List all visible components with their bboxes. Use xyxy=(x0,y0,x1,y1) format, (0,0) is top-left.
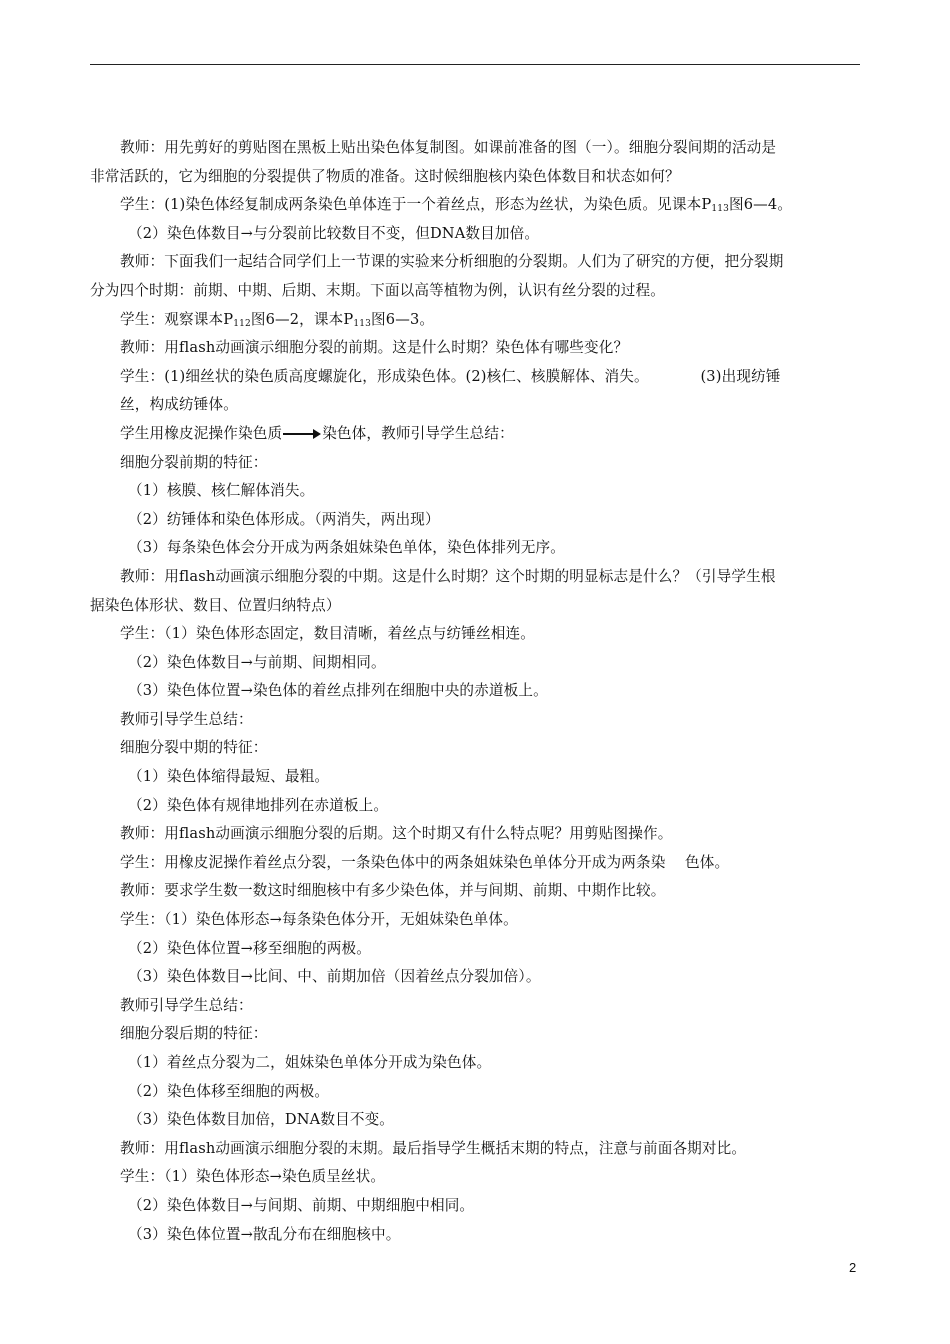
paragraph-line: 细胞分裂中期的特征： xyxy=(120,739,268,757)
paragraph-line: （2）染色体数目→与间期、前期、中期细胞中相同。 xyxy=(128,1196,475,1214)
paragraph-line: 细胞分裂前期的特征： xyxy=(120,453,268,471)
paragraph-line: 学生：（1）染色体形态→每条染色体分开，无姐妹染色单体。 xyxy=(120,911,518,929)
paragraph-line: 教师引导学生总结： xyxy=(120,710,253,728)
paragraph-line: 丝，构成纺锤体。 xyxy=(120,396,238,414)
paragraph-line: 教师：要求学生数一数这时细胞核中有多少染色体，并与间期、前期、中期作比较。 xyxy=(120,882,666,900)
text-run: 学生：观察课本P xyxy=(120,310,234,328)
paragraph-line: 学生：用橡皮泥操作着丝点分裂，一条染色体中的两条姐妹染色单体分开成为两条染 色体。 xyxy=(120,853,730,871)
paragraph-line: （2）染色体数目→与前期、间期相同。 xyxy=(128,653,386,671)
paragraph-line: 学生：(1)细丝状的染色质高度螺旋化，形成染色体。(2)核仁、核膜解体、消失。 (3)出现纺锤 xyxy=(120,367,781,385)
paragraph-line: （3）染色体数目→比间、中、前期加倍（因着丝点分裂加倍）。 xyxy=(128,968,541,986)
text-run: 染色体，教师引导学生总结： xyxy=(322,424,514,442)
paragraph-line: （3）染色体位置→染色体的着丝点排列在细胞中央的赤道板上。 xyxy=(128,682,548,700)
paragraph-line: （1）核膜、核仁解体消失。 xyxy=(128,482,315,500)
subscript: 113 xyxy=(353,318,372,329)
paragraph-line: 教师：用先剪好的剪贴图在黑板上贴出染色体复制图。如课前准备的图（一）。细胞分裂间期的活动是 xyxy=(120,139,777,156)
text-run: 图6—2，课本P xyxy=(250,310,354,328)
paragraph-line: 分为四个时期：前期、中期、后期、末期。下面以高等植物为例，认识有丝分裂的过程。 xyxy=(90,281,666,299)
text-run: 学生用橡皮泥操作染色质 xyxy=(120,424,283,442)
paragraph-line: （1）染色体缩得最短、最粗。 xyxy=(128,768,330,786)
paragraph-line: （2）染色体位置→移至细胞的两极。 xyxy=(128,939,371,957)
paragraph-line xyxy=(90,420,862,449)
arrow-icon xyxy=(283,429,321,439)
paragraph-line: 学生：（1）染色体形态固定，数目清晰，着丝点与纺锤丝相连。 xyxy=(120,625,535,643)
paragraph-line: （3）每条染色体会分开成为两条姐妹染色单体，染色体排列无序。 xyxy=(128,539,566,557)
paragraph-line: （2）纺锤体和染色体形成。（两消失，两出现） xyxy=(128,510,440,528)
paragraph-line: 教师：用flash动画演示细胞分裂的末期。最后指导学生概括末期的特点，注意与前面各期对比。 xyxy=(120,1139,747,1157)
paragraph-line: 教师引导学生总结： xyxy=(120,996,253,1014)
paragraph-line: （2）染色体数目→与分裂前比较数目不变，但DNA数目加倍。 xyxy=(128,224,540,242)
paragraph-line: 教师：用flash动画演示细胞分裂的中期。这是什么时期？这个时期的明显标志是什么？（引导学生根 xyxy=(120,567,776,585)
paragraph-line: 教师：用flash动画演示细胞分裂的后期。这个时期又有什么特点呢？用剪贴图操作。 xyxy=(120,825,673,843)
page-number: 2 xyxy=(849,1260,857,1275)
paragraph-line: （3）染色体位置→散乱分布在细胞核中。 xyxy=(128,1225,401,1243)
text-run: 图6—4。 xyxy=(729,196,793,214)
paragraph-line: 据染色体形状、数目、位置归纳特点） xyxy=(90,596,341,614)
subscript: 113 xyxy=(711,204,729,215)
paragraph-line: 教师：用flash动画演示细胞分裂的前期。这是什么时期？染色体有哪些变化？ xyxy=(120,339,629,357)
paragraph-line: 学生：（1）染色体形态→染色质呈丝状。 xyxy=(120,1168,386,1186)
paragraph-line: （2）染色体移至细胞的两极。 xyxy=(128,1082,330,1100)
paragraph-line: 非常活跃的，它为细胞的分裂提供了物质的准备。这时候细胞核内染色体数目和状态如何？ xyxy=(90,167,680,185)
text-run: 图6—3。 xyxy=(371,310,435,328)
subscript: 112 xyxy=(233,318,251,329)
document-body xyxy=(90,134,862,1249)
paragraph-line: （1）着丝点分裂为二，姐妹染色单体分开成为染色体。 xyxy=(128,1054,492,1071)
paragraph-line: 细胞分裂后期的特征： xyxy=(120,1025,268,1043)
paragraph-line xyxy=(90,306,862,335)
paragraph-line xyxy=(90,191,862,220)
text-run: 学生：(1)染色体经复制成两条染色单体连于一个着丝点，形态为丝状，为染色质。见课本P xyxy=(120,196,712,214)
paragraph-line: （2）染色体有规律地排列在赤道板上。 xyxy=(128,796,389,814)
paragraph-line: 教师：下面我们一起结合同学们上一节课的实验来分析细胞的分裂期。人们为了研究的方便，把分裂期 xyxy=(120,253,784,271)
paragraph-line: （3）染色体数目加倍，DNA数目不变。 xyxy=(128,1111,395,1129)
header-rule xyxy=(90,64,860,65)
